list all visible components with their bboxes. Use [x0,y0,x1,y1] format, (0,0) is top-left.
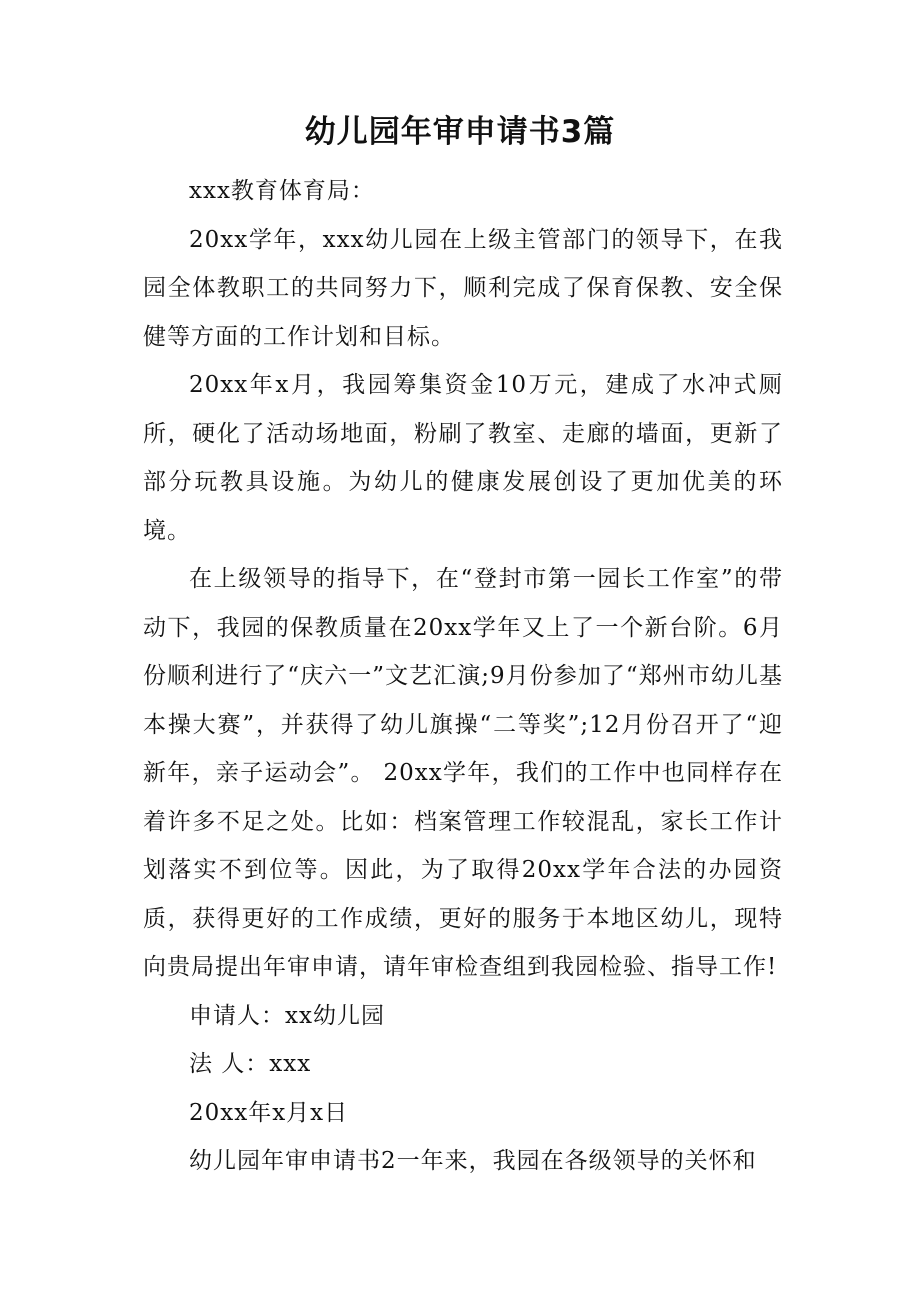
applicant-line: 申请人：xx幼儿园 [189,1002,385,1029]
paragraph-achievements: 在上级领导的指导下，在“登封市第一园长工作室”的带动下，我园的保教质量在20xx学年又上了一个新台阶。6月份顺利进行了“庆六一”文艺汇演;9月份参加了“郑州市幼儿基本操大赛”，并获得了幼儿旗操“二等奖”;12月份召开了“迎新年，亲子运动会”。 20xx学年，我们的工作中也同样存在着许多不足之处。比如：档案管理工作较混乱，家长工作计划落实不到位等。因此，为了取得20xx学年合法的办园资质，获得更好的工作成绩，更好的服务于本地区幼儿，现特向贵局提出年审申请，请年审检查组到我园检验、指导工作! [143,566,783,980]
salutation: xxx教育体育局： [189,178,375,204]
legal-person-line: 法 人：xxx [189,1051,312,1077]
document-body [143,167,783,1186]
date-line: 20xx年x月x日 [189,1099,349,1126]
paragraph-intro: 20xx学年，xxx幼儿园在上级主管部门的领导下，在我园全体教职工的共同努力下，顺利完成了保育保教、安全保健等方面的工作计划和目标。 [143,226,783,350]
paragraph-facilities: 20xx年x月，我园筹集资金10万元，建成了水冲式厕所，硬化了活动场地面，粉刷了教室、走廊的墙面，更新了部分玩教具设施。为幼儿的健康发展创设了更加优美的环境。 [143,372,783,544]
document-title: 幼儿园年审申请书3篇 [304,114,616,150]
paragraph-second-letter: 幼儿园年审申请书2一年来，我园在各级领导的关怀和 [189,1148,757,1174]
